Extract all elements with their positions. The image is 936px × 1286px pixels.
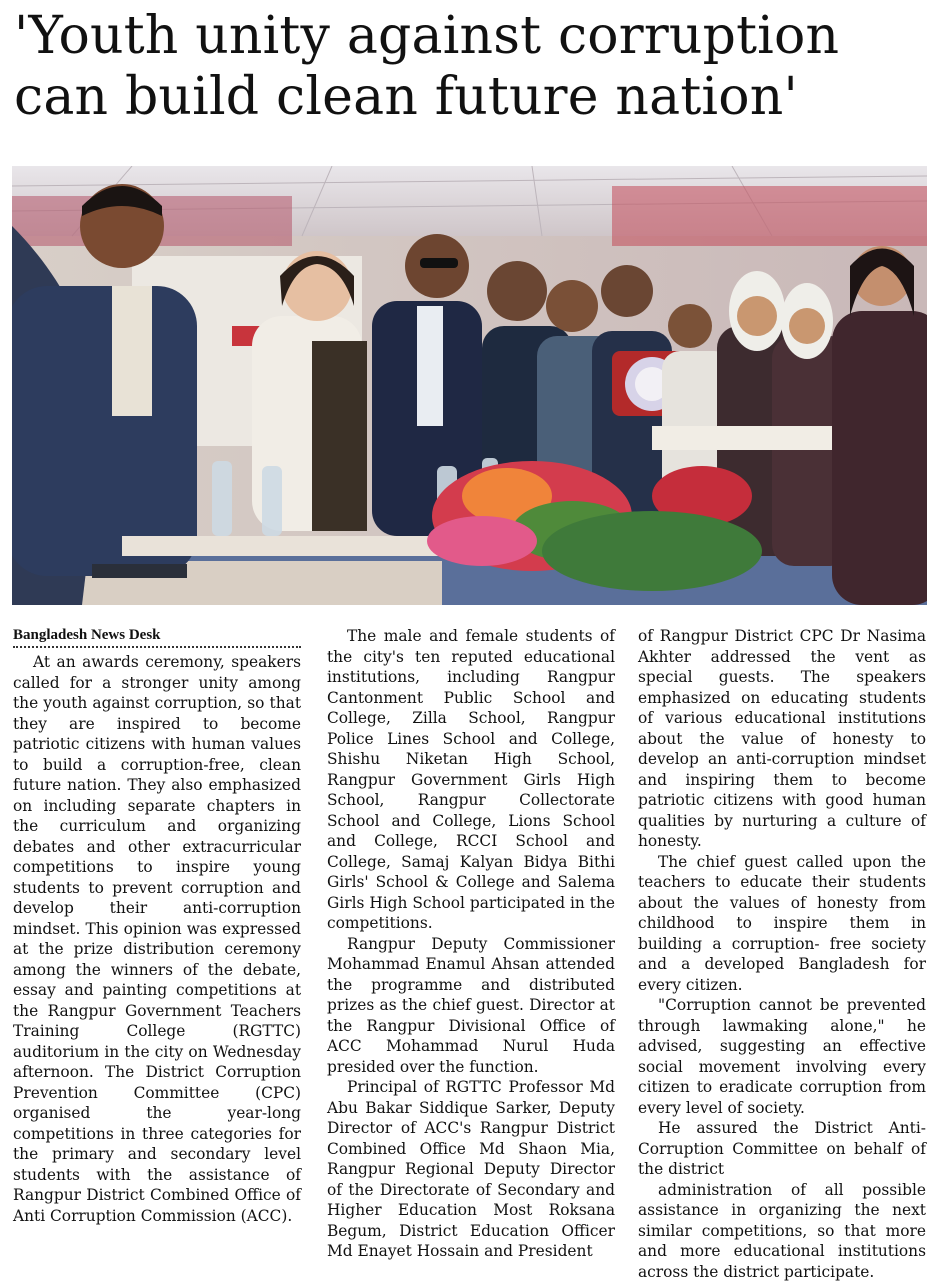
paragraph: Principal of RGTTC Professor Md Abu Bakar Siddique Sarker, Deputy Director of ACC's Rangpur District Combined Office Md Shaon Mia, Rangpur Regional Deputy Director of the Directorate of Secondary and Higher Education Most Roksana Begum, District Education Officer Md Enayet Hossain and President: [327, 1078, 615, 1260]
article-column-1: [13, 626, 301, 1226]
paragraph: At an awards ceremony, speakers called for a stronger unity among the youth against corruption, so that they are inspired to become patriotic citizens with human values to build a corruption-free, clean future nation. They also emphasized on including separate chapters in the curriculum and organizing debates and other extracurricular competitions to inspire young students to prevent corruption and develop their anti-corruption mindset. This opinion was expressed at the prize distribution ceremony among the winners of the debate, essay and painting competitions at the Rangpur Government Teachers Training College (RGTTC) auditorium in the city on Wednesday afternoon. The District Corruption Prevention Committee (CPC) organised the year-long competitions in three categories for the primary and secondary level students with the assistance of Rangpur District Combined Office of Anti Corruption Commission (ACC).: [13, 653, 301, 1225]
headline: 'Youth unity against corruption can build clean future nation': [14, 6, 840, 127]
byline: Bangladesh News Desk: [13, 626, 301, 648]
paragraph: The chief guest called upon the teachers to educate their students about the values of honesty from childhood to inspire them in building a corruption- free society and a developed Bangladesh for every citizen.: [638, 852, 926, 994]
article-column-3: [638, 626, 926, 1282]
paragraph: of Rangpur District CPC Dr Nasima Akhter addressed the vent as special guests. The speakers emphasized on educating students of various educational institutions about the value of honesty to develop an anti-corruption mindset and inspiring them to become patriotic citizens with good human qualities by nurturing a culture of honesty.: [638, 627, 926, 850]
paragraph: The male and female students of the city's ten reputed educational institutions, including Rangpur Cantonment Public School and College, Zilla School, Rangpur Police Lines School and College, Shishu Niketan High School, Rangpur Government Girls High School, Rangpur Collectorate School and College, Lions School and College, RCCI School and College, Samaj Kalyan Bidya Bithi Girls' School & College and Salema Girls High School participated in the competitions.: [327, 627, 615, 932]
paragraph: administration of all possible assistance in organizing the next similar competitions, so that more and more educational institutions across the district participate.: [638, 1180, 926, 1281]
article-column-2: [327, 626, 615, 1262]
paragraph: He assured the District Anti-Corruption Committee on behalf of the district: [638, 1119, 926, 1178]
news-photo: [12, 166, 927, 605]
paragraph: Rangpur Deputy Commissioner Mohammad Enamul Ahsan attended the programme and distributed prizes as the chief guest. Director at the Rangpur Divisional Office of ACC Mohammad Nurul Huda presided over the function.: [327, 934, 615, 1076]
award-ceremony-photo: [12, 166, 927, 605]
paragraph: "Corruption cannot be prevented through lawmaking alone," he advised, suggesting an effective social movement involving every citizen to eradicate corruption from every level of society.: [638, 996, 926, 1117]
